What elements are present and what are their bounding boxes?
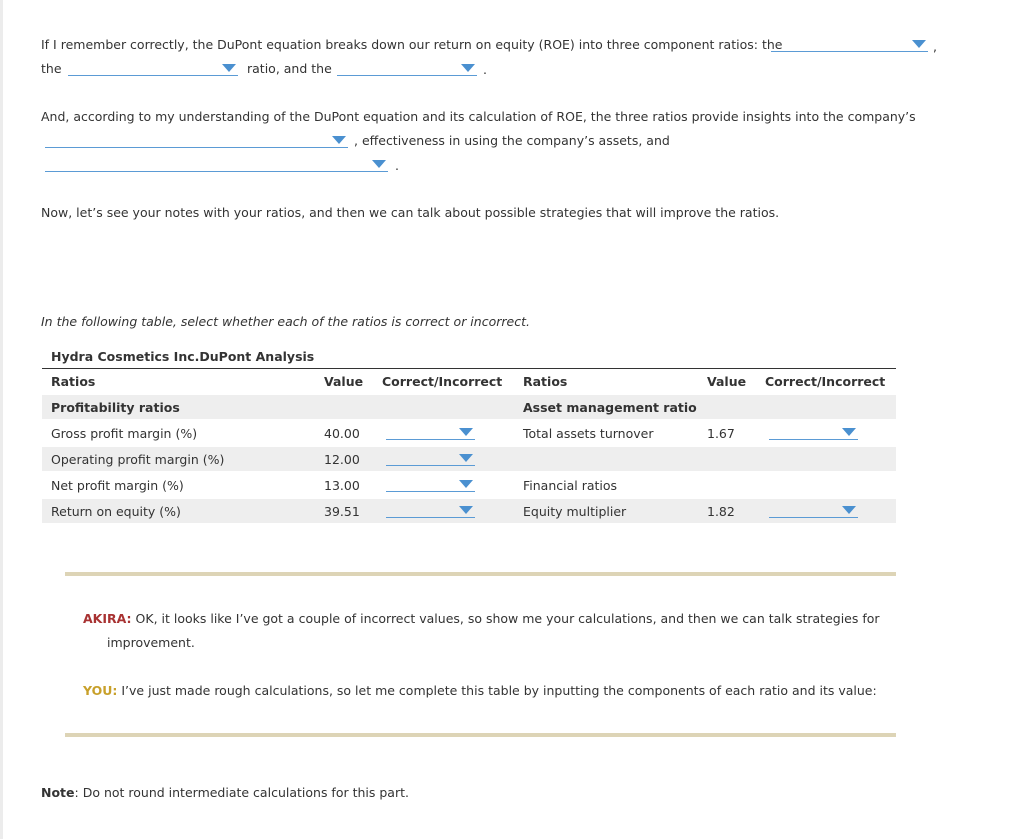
chevron-down-icon <box>459 506 473 514</box>
table-title: Hydra Cosmetics Inc.DuPont Analysis <box>51 349 315 364</box>
chevron-down-icon <box>372 160 386 168</box>
period-text: . <box>483 62 487 77</box>
header-ratios-left: Ratios <box>51 374 96 389</box>
row-value-equity-multiplier: 1.82 <box>707 504 735 519</box>
akira-speaker: AKIRA: <box>83 611 132 626</box>
row-label-total-assets-turnover: Total assets turnover <box>523 426 654 441</box>
table-instruction: In the following table, select whether each of the ratios is correct or incorrect. <box>41 314 530 329</box>
the-text: the <box>41 61 62 76</box>
component-ratio-3-dropdown[interactable] <box>337 61 477 76</box>
comma-text: , <box>933 39 937 54</box>
component-ratio-1-dropdown[interactable] <box>771 37 928 52</box>
dialog-top-rule <box>65 572 896 576</box>
left-edge-strip <box>0 0 3 839</box>
header-value-right: Value <box>707 374 747 389</box>
table-top-rule <box>42 368 896 369</box>
period-text-2: . <box>395 158 399 173</box>
chevron-down-icon <box>842 428 856 436</box>
ratio-and-the-text: ratio, and the <box>247 61 332 76</box>
row-label-net-profit: Net profit margin (%) <box>51 478 184 493</box>
component-ratio-2-dropdown[interactable] <box>68 61 238 76</box>
total-assets-turnover-correct-dropdown[interactable] <box>769 425 858 440</box>
section-asset-management: Asset management ratio <box>523 400 697 415</box>
row-value-roe: 39.51 <box>324 504 360 519</box>
chevron-down-icon <box>459 428 473 436</box>
row-value-total-assets-turnover: 1.67 <box>707 426 735 441</box>
operating-profit-correct-dropdown[interactable] <box>386 451 475 466</box>
chevron-down-icon <box>332 136 346 144</box>
insight-3-dropdown[interactable] <box>45 157 388 172</box>
insights-line2: , effectiveness in using the company’s assets, and <box>354 133 670 148</box>
note-label: Note <box>41 785 75 800</box>
chevron-down-icon <box>842 506 856 514</box>
you-speaker: YOU: <box>83 683 118 698</box>
roe-correct-dropdown[interactable] <box>386 503 475 518</box>
chevron-down-icon <box>459 454 473 462</box>
chevron-down-icon <box>912 40 926 48</box>
header-value-left: Value <box>324 374 364 389</box>
insights-line1: And, according to my understanding of the DuPont equation and its calculation of ROE, the three ratios provide insights into the company’s <box>41 109 916 124</box>
chevron-down-icon <box>459 480 473 488</box>
row-label-operating-profit: Operating profit margin (%) <box>51 452 225 467</box>
row-label-roe: Return on equity (%) <box>51 504 181 519</box>
row-label-gross-profit: Gross profit margin (%) <box>51 426 198 441</box>
akira-text: OK, it looks like I’ve got a couple of incorrect values, so show me your calculations, and then we can talk strategies for <box>135 611 880 626</box>
akira-line1 <box>83 611 880 627</box>
row-value-net-profit: 13.00 <box>324 478 360 493</box>
chevron-down-icon <box>461 64 475 72</box>
insight-1-dropdown[interactable] <box>45 133 348 148</box>
section-financial-ratios: Financial ratios <box>523 478 618 493</box>
note-text: : Do not round intermediate calculations for this part. <box>74 785 409 800</box>
section-profitability: Profitability ratios <box>51 400 180 415</box>
row-value-operating-profit: 12.00 <box>324 452 360 467</box>
note <box>41 785 409 801</box>
chevron-down-icon <box>222 64 236 72</box>
row-value-gross-profit: 40.00 <box>324 426 360 441</box>
gross-profit-correct-dropdown[interactable] <box>386 425 475 440</box>
row-label-equity-multiplier: Equity multiplier <box>523 504 627 519</box>
you-line <box>83 683 877 699</box>
header-correct-right: Correct/Incorrect <box>765 374 886 389</box>
header-correct-left: Correct/Incorrect <box>382 374 503 389</box>
notes-intro: Now, let’s see your notes with your ratios, and then we can talk about possible strategies that will improve the ratios. <box>41 205 780 220</box>
net-profit-correct-dropdown[interactable] <box>386 477 475 492</box>
dupont-intro-line1: If I remember correctly, the DuPont equation breaks down our return on equity (ROE) into three component ratios: the <box>41 37 783 52</box>
dialog-bottom-rule <box>65 733 896 737</box>
you-text: I’ve just made rough calculations, so let me complete this table by inputting the components of each ratio and its value: <box>121 683 877 698</box>
header-ratios-right: Ratios <box>523 374 568 389</box>
akira-line2: improvement. <box>107 635 195 650</box>
equity-multiplier-correct-dropdown[interactable] <box>769 503 858 518</box>
